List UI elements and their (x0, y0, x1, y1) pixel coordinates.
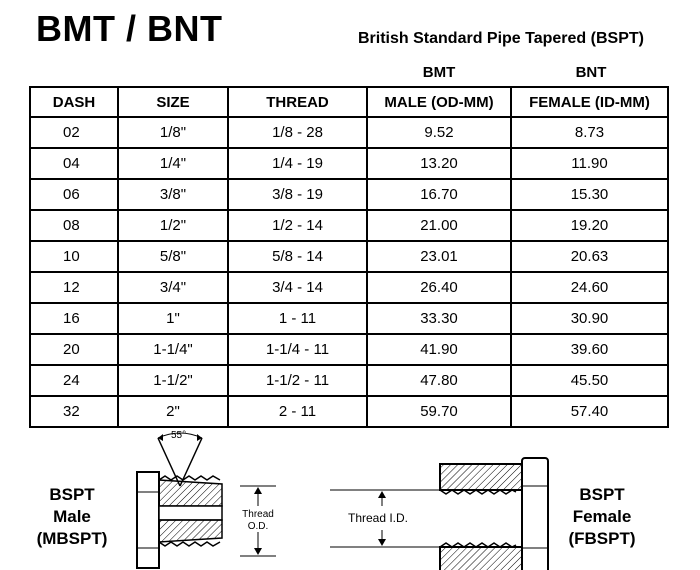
table-row (30, 334, 668, 365)
cell-size: 1/2" (118, 210, 228, 241)
cell-size: 1/4" (118, 148, 228, 179)
cell-thread: 1-1/2 - 11 (228, 365, 367, 396)
cell-thread: 1/2 - 14 (228, 210, 367, 241)
table-row (30, 148, 668, 179)
table-row (30, 303, 668, 334)
female-group-label: BNT (575, 64, 607, 81)
cell-dash: 04 (30, 148, 118, 179)
table-row (30, 272, 668, 303)
female-fitting-icon (330, 458, 548, 570)
col-header-dash: DASH (30, 87, 118, 117)
cell-female: 45.50 (511, 365, 668, 396)
cell-size: 1-1/2" (118, 365, 228, 396)
male-label-line-1: BSPT (49, 485, 95, 504)
cell-dash: 24 (30, 365, 118, 396)
cell-dash: 16 (30, 303, 118, 334)
cell-female: 11.90 (511, 148, 668, 179)
male-label-line-3: (MBSPT) (36, 529, 108, 548)
cell-female: 57.40 (511, 396, 668, 427)
male-fitting-icon (137, 430, 276, 568)
page-subtitle: British Standard Pipe Tapered (BSPT) (358, 30, 644, 47)
table-row (30, 365, 668, 396)
cell-thread: 3/8 - 19 (228, 179, 367, 210)
thread-spec-table (29, 86, 669, 428)
cell-size: 1/8" (118, 117, 228, 148)
cell-female: 30.90 (511, 303, 668, 334)
cell-male: 26.40 (367, 272, 511, 303)
cell-size: 1-1/4" (118, 334, 228, 365)
cell-thread: 1/4 - 19 (228, 148, 367, 179)
fitting-drawing (0, 420, 700, 570)
col-header-size: SIZE (118, 87, 228, 117)
cell-thread: 1 - 11 (228, 303, 367, 334)
cell-size: 2" (118, 396, 228, 427)
cell-dash: 20 (30, 334, 118, 365)
cell-thread: 3/4 - 14 (228, 272, 367, 303)
cell-dash: 32 (30, 396, 118, 427)
cell-thread: 1-1/4 - 11 (228, 334, 367, 365)
cell-dash: 02 (30, 117, 118, 148)
male-dim-line-2: O.D. (247, 521, 269, 532)
col-header-thread: THREAD (228, 87, 367, 117)
cell-size: 1" (118, 303, 228, 334)
female-label-line-3: (FBSPT) (568, 529, 636, 548)
cell-male: 21.00 (367, 210, 511, 241)
female-dim-label: Thread I.D. (347, 511, 409, 525)
cell-male: 13.20 (367, 148, 511, 179)
col-header-female: FEMALE (ID-MM) (511, 87, 668, 117)
fitting-diagram (0, 420, 700, 570)
page-title: BMT / BNT (36, 8, 223, 49)
female-label-line-1: BSPT (579, 485, 625, 504)
col-header-male: MALE (OD-MM) (367, 87, 511, 117)
cell-female: 8.73 (511, 117, 668, 148)
cell-male: 16.70 (367, 179, 511, 210)
cell-dash: 08 (30, 210, 118, 241)
cell-dash: 06 (30, 179, 118, 210)
cell-male: 59.70 (367, 396, 511, 427)
male-dim-line-1: Thread (242, 509, 274, 520)
cell-size: 3/4" (118, 272, 228, 303)
cell-thread: 5/8 - 14 (228, 241, 367, 272)
cell-female: 20.63 (511, 241, 668, 272)
cell-female: 39.60 (511, 334, 668, 365)
cell-female: 24.60 (511, 272, 668, 303)
male-group-label: BMT (422, 64, 456, 81)
table-row (30, 117, 668, 148)
table-header-row (30, 87, 668, 117)
cell-male: 33.30 (367, 303, 511, 334)
cell-thread: 1/8 - 28 (228, 117, 367, 148)
cell-size: 5/8" (118, 241, 228, 272)
angle-label: 55° (171, 430, 187, 441)
male-label-line-2: Male (53, 507, 91, 526)
cell-male: 9.52 (367, 117, 511, 148)
cell-thread: 2 - 11 (228, 396, 367, 427)
cell-female: 15.30 (511, 179, 668, 210)
cell-dash: 10 (30, 241, 118, 272)
cell-female: 19.20 (511, 210, 668, 241)
table-row (30, 210, 668, 241)
cell-dash: 12 (30, 272, 118, 303)
cell-male: 41.90 (367, 334, 511, 365)
cell-male: 47.80 (367, 365, 511, 396)
cell-male: 23.01 (367, 241, 511, 272)
female-label-line-2: Female (572, 507, 632, 526)
table-row (30, 179, 668, 210)
cell-size: 3/8" (118, 179, 228, 210)
table-row (30, 241, 668, 272)
